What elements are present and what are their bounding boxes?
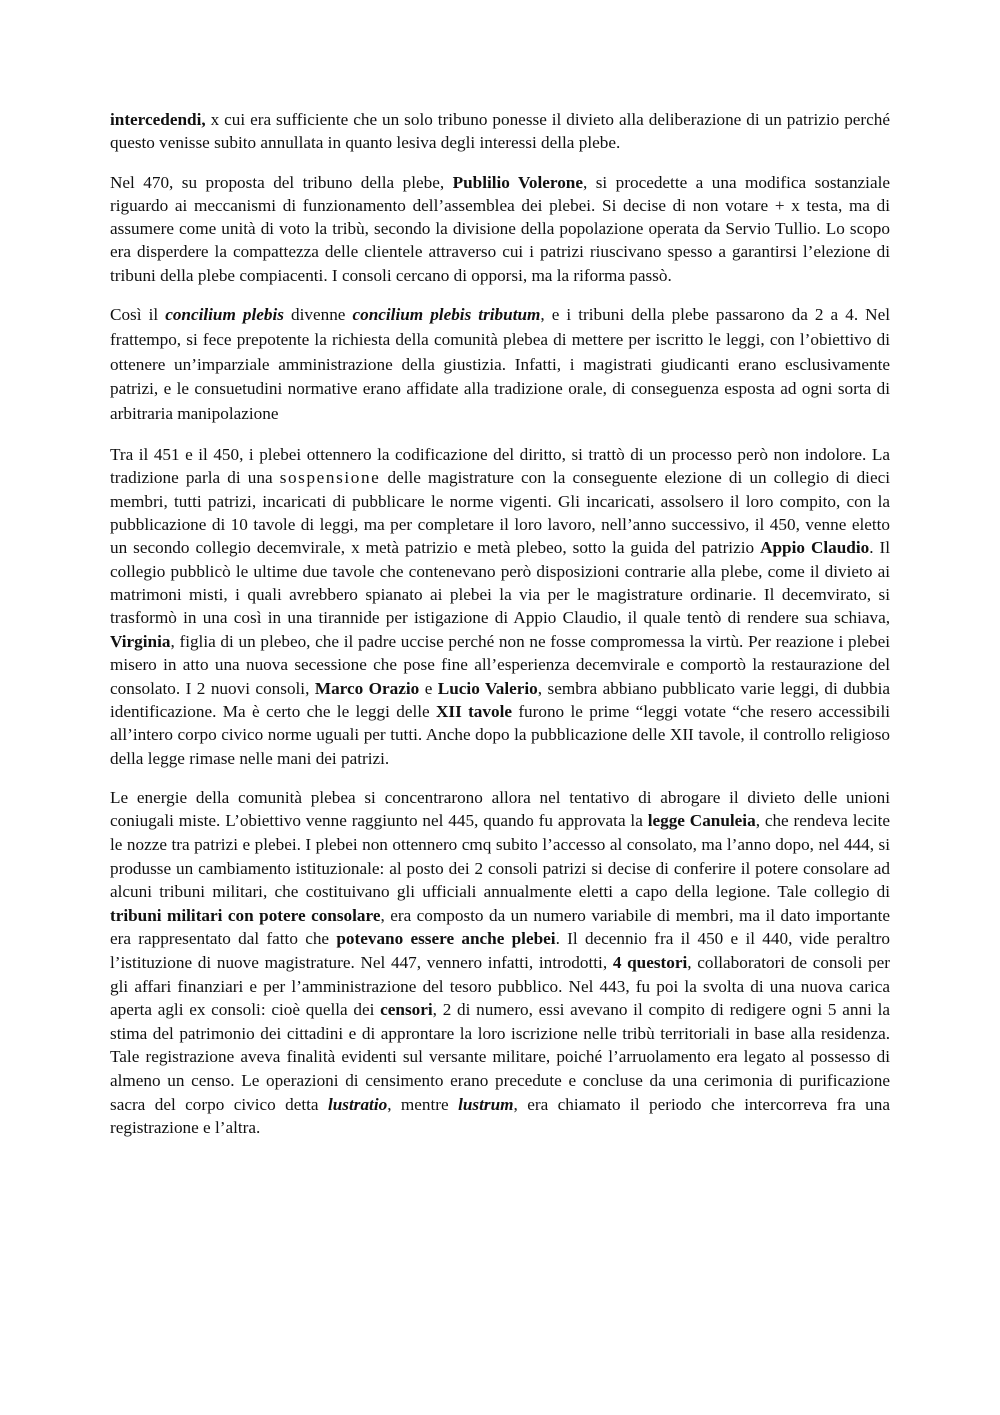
- text-run: , era chiamato il periodo che intercorreva fra una registrazione e l’altra.: [110, 1094, 890, 1138]
- text-run: divenne: [283, 305, 353, 325]
- bold-italic-wrapper: [352, 305, 540, 324]
- bold-term: XII tavole: [435, 701, 512, 721]
- paragraph-tribunician-veto: [110, 108, 890, 155]
- paragraph-publilio-volerone-reform: [110, 171, 890, 287]
- text-run: Così il: [110, 305, 166, 325]
- text-run: x cui era sufficiente che un solo tribuno ponesse il divieto alla deliberazione di un patrizio perché questo venisse subito annullata in quanto lesiva degli interessi della plebe.: [110, 110, 890, 153]
- bold-term: Virginia: [110, 631, 171, 651]
- paragraph-concilium-plebis: [110, 303, 890, 427]
- text-run: e: [419, 678, 438, 698]
- text-run: , 2 di numero, essi avevano il compito di redigere ogni 5 anni la stima del patrimonio dei cittadini e di approntare la loro iscrizione nelle tribù territoriali in base alla residenza. Tale registrazione aveva finalità evidenti sul versante militare, poiché l’arruolamento era legato al possesso di almeno un censo. Le operazioni di censimento erano precedute e concluse da una cerimonia di purificazione sacra del corpo civico detta: [110, 1000, 890, 1114]
- text-run: , mentre: [387, 1094, 459, 1114]
- text-run: . Il collegio pubblicò le ultime due tavole che contenevano però disposizioni contrarie alla plebe, come il divieto ai matrimoni misti, i quali avrebbero spianato ai plebei la via per le magistrature ordinarie. Il decemvirato, si trasformò in una così in una tirannide per istigazione di Appio Claudio, il quale tentò di rendere sua schiava,: [110, 538, 890, 628]
- text-run: . Il decennio fra il 450 e il 440, vide peraltro l’istituzione di nuove magistrature. Nel 447, vennero infatti, introdotti,: [110, 929, 891, 973]
- bold-italic-term: lustrum: [458, 1094, 514, 1114]
- bold-term: Appio Claudio: [760, 538, 870, 558]
- paragraph-lex-canuleia-censors: [110, 786, 890, 1140]
- bold-term: Publilio Volerone: [452, 172, 583, 192]
- bold-term: potevano essere anche plebei: [336, 929, 556, 949]
- paragraph-twelve-tables: [110, 443, 890, 770]
- text-run: Nel 470, su proposta del tribuno della plebe,: [110, 172, 453, 192]
- bold-italic-wrapper: [458, 1095, 513, 1114]
- text-run: Le energie della comunità plebea si concentrarono allora nel tentativo di abrogare il divieto delle unioni coniugali miste. L’obiettivo venne raggiunto nel 445, quando fu approvata la: [110, 787, 890, 831]
- text-run: delle magistrature con la conseguente elezione di un collegio di dieci membri, tutti patrizi, incaricati di pubblicare le norme vigenti. Gli incaricati, assolsero il loro compito, con la pubblicazione di 10 tavole di leggi, ma per completare il loro lavoro, nell’anno successivo, il 450, venne eletto un secondo collegio decemvirale, x metà patrizio e metà plebeo, sotto la guida del patrizio: [110, 468, 890, 558]
- bold-term: Marco Orazio: [314, 678, 420, 698]
- bold-term: legge Canuleia: [647, 811, 756, 831]
- bold-term: censori: [380, 1000, 433, 1020]
- text-run: , figlia di un plebeo, che il padre uccise perché non ne fosse compromessa la virtù. Per reazione i plebei misero in atto una nuova secessione che pose fine all’esperienza decemvirale e comportò la restaurazione del consolato. I 2 nuovi consoli,: [110, 631, 890, 698]
- bold-italic-term: lustratio: [327, 1094, 388, 1114]
- text-run: , e i tribuni della plebe passarono da 2 a 4. Nel frattempo, si fece prepotente la richiesta della comunità plebea di mettere per iscritto le leggi, con l’obiettivo di ottenere un’imparziale amministrazione della giustizia. Infatti, i magistrati giudicanti erano esclusivamente patrizi, e le consuetudini normative erano affidate alla tradizione orale, di conseguenza esposta ad ogni sorta di arbitraria manipolazione: [110, 305, 890, 424]
- bold-term: 4 questori: [612, 953, 688, 973]
- text-run: furono le prime “leggi votate “che resero accessibili all’intero corpo civico norme uguali per tutti. Anche dopo la pubblicazione delle XII tavole, il controllo religioso della legge rimase nelle mani dei patrizi.: [110, 701, 890, 768]
- text-run: , che rendeva lecite le nozze tra patrizi e plebei. I plebei non ottennero cmq subito l’accesso al consolato, ma l’anno dopo, nel 444, si produsse un cambiamento istituzionale: al posto dei 2 consoli patrizi si decise di conferire il potere consolare ad alcuni tribuni militari, che costituivano gli ufficiali annualmente eletti a capo della legione. Tale collegio di: [110, 811, 890, 902]
- bold-italic-wrapper: [165, 305, 284, 324]
- text-run: , collaboratori de consoli per gli affari finanziari e per l’amministrazione del tesoro pubblico. Nel 443, fu poi la svolta di una nuova carica aperta agli ex consoli: cioè quella dei: [110, 953, 890, 1020]
- text-run: Tra il 451 e il 450, i plebei ottennero la codificazione del diritto, si trattò di un processo però non indolore. La tradizione parla di una: [110, 445, 890, 488]
- bold-term: Lucio Valerio: [437, 678, 538, 698]
- bold-term: intercedendi,: [110, 110, 206, 129]
- text-run: , sembra abbiano pubblicato varie leggi, di dubbia identificazione. Ma è certo che le leggi delle: [110, 678, 890, 721]
- bold-italic-term: concilium plebis tributum: [352, 305, 541, 325]
- bold-term: tribuni militari con potere consolare: [110, 905, 381, 925]
- document-page: [110, 108, 890, 1156]
- spaced-term: sospensione: [279, 468, 381, 488]
- text-run: , si procedette a una modifica sostanziale riguardo ai meccanismi di funzionamento dell’assemblea dei plebei. Si decise di non votare + x testa, ma di assumere come unità di voto la tribù, secondo la divisione della popolazione operata da Servio Tullio. Lo scopo era disperdere la compattezza delle clientele attraverso cui i patrizi riuscivano spesso a garantirsi l’elezione di tribuni della plebe compiacenti. I consoli cercano di opporsi, ma la riforma passò.: [110, 172, 890, 285]
- bold-italic-term: concilium plebis: [165, 305, 284, 325]
- text-run: , era composto da un numero variabile di membri, ma il dato importante era rappresentato dal fatto che: [110, 905, 890, 949]
- bold-italic-wrapper: [328, 1095, 387, 1114]
